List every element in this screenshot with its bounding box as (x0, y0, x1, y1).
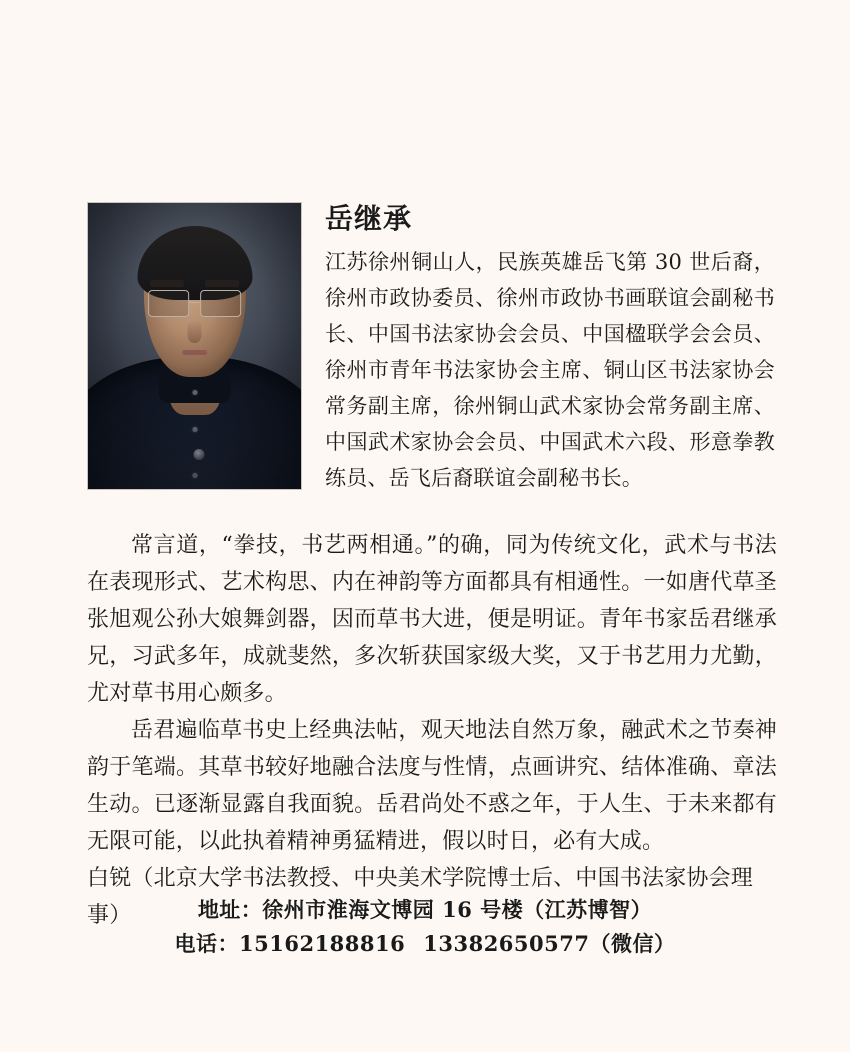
profile-section (87, 202, 775, 496)
article-paragraph-1: 常言道，“拳技，书艺两相通。”的确，同为传统文化，武术与书法在表现形式、艺术构思、内在神韵等方面都具有相通性。一如唐代草圣张旭观公孙大娘舞剑器，因而草书大进，便是明证。青年书家岳君继承兄，习武多年，成就斐然，多次斩获国家级大奖，又于书艺用力尤勤，尤对草书用心颇多。 (87, 533, 777, 706)
portrait-photo (87, 202, 302, 490)
contact-phone-primary: 15162188816 (239, 931, 406, 956)
contact-address: 地址：徐州市淮海文博园 16 号楼（江苏博智） (197, 897, 653, 922)
article-paragraph-2: 岳君遍临草书史上经典法帖，观天地法自然万象，融武术之节奏神韵于笔端。其草书较好地融合法度与性情，点画讲究、结体准确、章法生动。已逐渐显露自我面貌。岳君尚处不惑之年，于人生、于未来都有无限可能，以此执着精神勇猛精进，假以时日，必有大成。 (87, 718, 777, 854)
person-biography: 江苏徐州铜山人，民族英雄岳飞第 30 世后裔，徐州市政协委员、徐州市政协书画联谊会副秘书长、中国书法家协会会员、中国楹联学会会员、徐州市青年书法家协会主席、铜山区书法家协会常务副主席，徐州铜山武术家协会常务副主席、中国武术家协会会员、中国武术六段、形意拳教练员、岳飞后裔联谊会副秘书长。 (325, 250, 775, 490)
contact-footer (0, 893, 850, 961)
contact-phone-label: 电话： (174, 931, 240, 956)
contact-phone-note: （微信） (589, 931, 676, 956)
article-body (87, 527, 777, 934)
contact-phone-line (0, 927, 850, 961)
article-signature: 白锐（北京大学书法教授、中央美术学院博士后、中国书法家协会理事） (87, 866, 754, 928)
contact-phone-secondary: 13382650577 (423, 931, 590, 956)
person-name: 岳继承 (325, 202, 413, 235)
photo-vignette (88, 203, 301, 489)
